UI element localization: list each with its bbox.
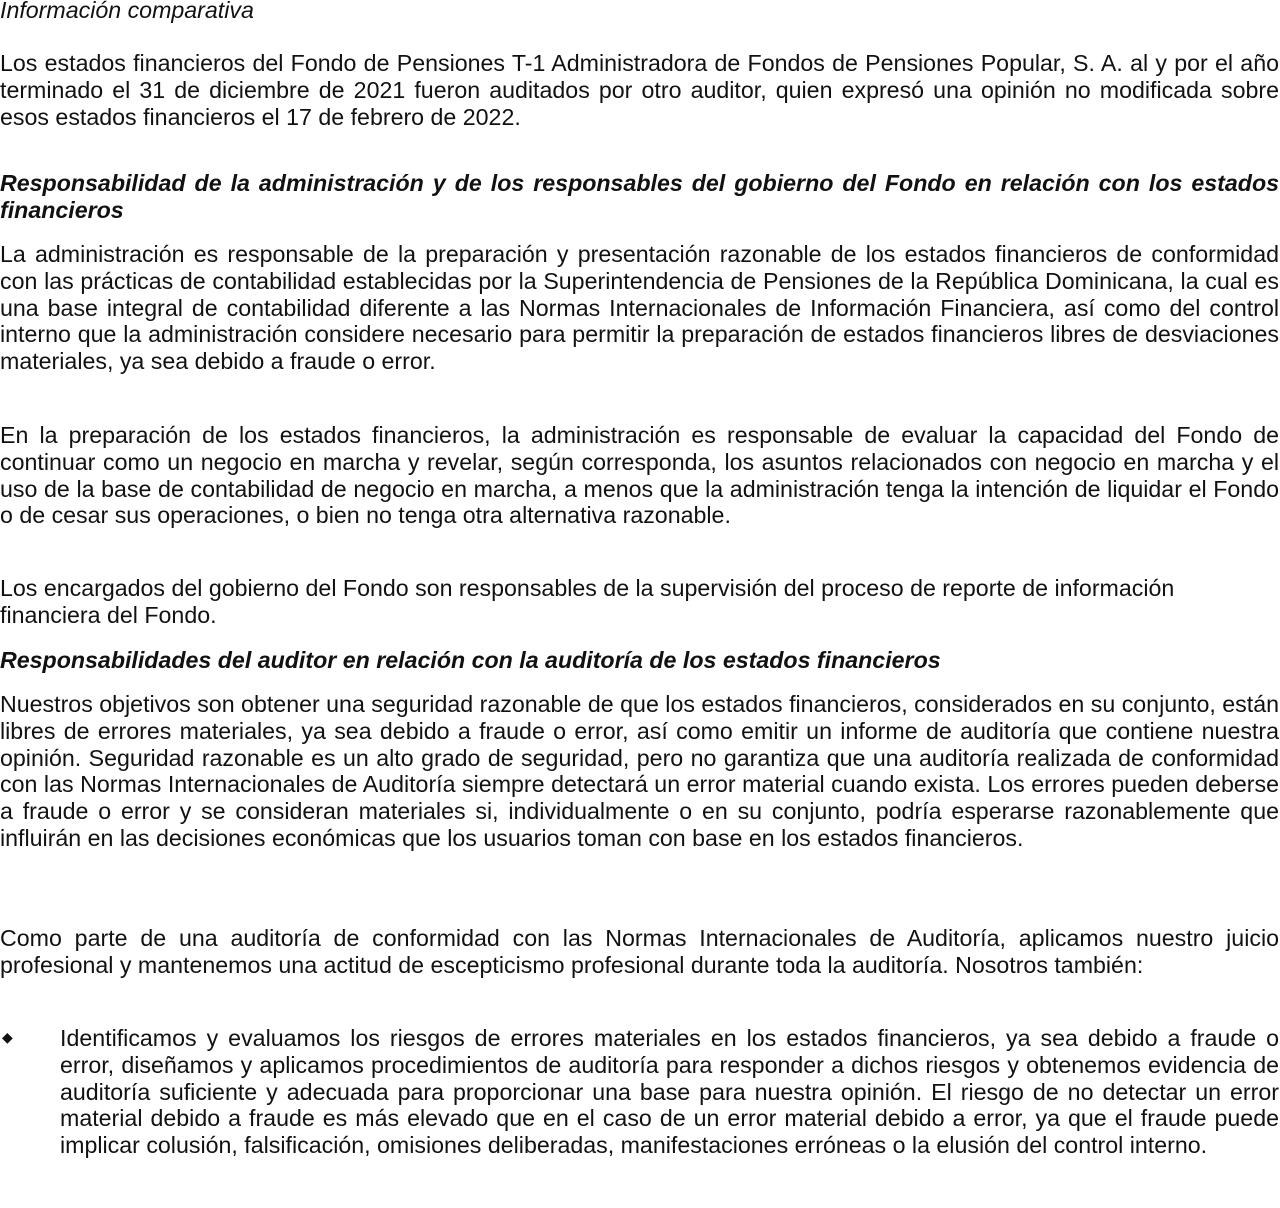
auditor-responsibility-paragraph-1: Nuestros objetivos son obtener una seguridad razonable de que los estados financieros, considerados en su conjunto, están libres de errores materiales, ya sea debido a fraude o error, así como emitir un informe de auditoría que contiene nuestra opinión. Seguridad razonable es un alto grado de seguridad, pero no garantiza que una auditoría realizada de conformidad con las Normas Internacionales de Auditoría siempre detectará un error material cuando exista. Los errores pueden deberse a fraude o error y se consideran materiales si, individualmente o en su conjunto, podría esperarse razonablemente que influirán en las decisiones económicas que los usuarios toman con base en los estados financieros.: [0, 691, 1279, 851]
auditor-responsibility-paragraph-2: Como parte de una auditoría de conformidad con las Normas Internacionales de Auditoría, aplicamos nuestro juicio profesional y mantenemos una actitud de escepticismo profesional durante toda la auditoría. Nosotros también:: [0, 925, 1279, 978]
management-responsibility-paragraph-1: La administración es responsable de la preparación y presentación razonable de los estados financieros de conformidad con las prácticas de contabilidad establecidas por la Superintendencia de Pensiones de la República Dominicana, la cual es una base integral de contabilidad diferente a las Normas Internacionales de Información Financiera, así como del control interno que la administración considere necesario para permitir la preparación de estados financieros libres de desviaciones materiales, ya sea debido a fraude o error.: [0, 241, 1279, 375]
management-responsibility-paragraph-2: En la preparación de los estados financieros, la administración es responsable de evaluar la capacidad del Fondo de continuar como un negocio en marcha y revelar, según corresponda, los asuntos relacionados con negocio en marcha y el uso de la base de contabilidad de negocio en marcha, a menos que la administración tenga la intención de liquidar el Fondo o de cesar sus operaciones, o bien no tenga otra alternativa razonable.: [0, 422, 1279, 529]
auditor-responsibility-heading: Responsabilidades del auditor en relación con la auditoría de los estados financieros: [0, 647, 941, 673]
diamond-bullet-icon: ◆: [2, 1030, 13, 1046]
comparative-info-paragraph: Los estados financieros del Fondo de Pensiones T-1 Administradora de Fondos de Pensiones Popular, S. A. al y por el año terminado el 31 de diciembre de 2021 fueron auditados por otro auditor, quien expresó una opinión no modificada sobre esos estados financieros el 17 de febrero de 2022.: [0, 50, 1279, 130]
bullet-item-text: Identificamos y evaluamos los riesgos de errores materiales en los estados financieros, ya sea debido a fraude o error, diseñamos y aplicamos procedimientos de auditoría para responder a dichos riesgos y obtenemos evidencia de auditoría suficiente y adecuada para proporcionar una base para nuestra opinión. El riesgo de no detectar un error material debido a fraude es más elevado que en el caso de un error material debido a error, ya que el fraude puede implicar colusión, falsificación, omisiones deliberadas, manifestaciones erróneas o la elusión del control interno.: [60, 1025, 1279, 1159]
comparative-info-title: Información comparativa: [0, 0, 254, 23]
management-responsibility-paragraph-3: Los encargados del gobierno del Fondo son responsables de la supervisión del proceso de reporte de información financiera del Fondo.: [0, 575, 1175, 628]
management-responsibility-heading: Responsabilidad de la administración y de los responsables del gobierno del Fondo en relación con los estados financieros: [0, 170, 1279, 223]
